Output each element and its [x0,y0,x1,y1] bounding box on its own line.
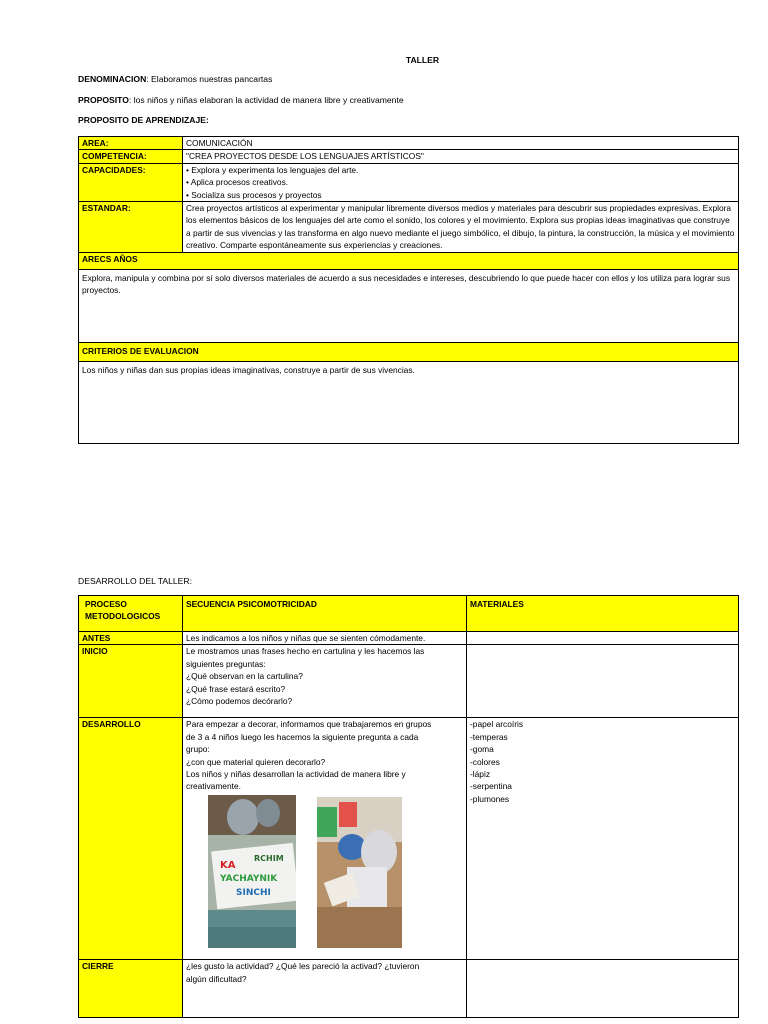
proposito-line [78,94,404,106]
area-label: AREA: [79,137,183,150]
proposito-label: PROPOSITO [78,95,129,105]
criterios-value: Los niños y niñas dan sus propias ideas imaginativas, construye a partir de sus vivencias. [79,361,739,443]
header-secuencia: SECUENCIA PSICOMOTRICIDAD [183,596,467,632]
desarrollo-line: grupo: [186,744,210,755]
inicio-value [183,645,467,718]
capacidad-item: • Aplica procesos creativos. [186,177,289,188]
inicio-line: Le mostramos unas frases hecho en cartulina y les hacemos las [186,646,425,657]
material-item: -temperas [470,731,508,742]
area-value: COMUNICACIÓN [183,137,739,150]
material-item: -colores [470,756,500,767]
inicio-line: ¿Qué frase estará escrito? [186,683,286,694]
criterios-label: CRITERIOS DE EVALUACION [79,342,739,361]
denominacion-value: : Elaboramos nuestras pancartas [146,74,273,84]
cierre-value [183,960,467,1018]
header-proceso: PROCESO METODOLOGICOS [79,596,183,632]
workshop-table [78,595,739,1018]
inicio-label: INICIO [79,645,183,718]
inicio-materiales [467,645,739,718]
denominacion-line [78,73,272,85]
learning-table [78,136,739,444]
inicio-line: ¿Cómo podemos decórarlo? [186,696,293,707]
antes-materiales [467,632,739,645]
inicio-line: ¿Qué observan en la cartulina? [186,671,303,682]
competencia-label: COMPETENCIA: [79,150,183,163]
material-item: -serpentina [470,781,512,792]
capacidad-item: • Socializa sus procesos y proyectos [186,189,322,200]
material-item: -goma [470,744,494,755]
antes-label: ANTES [79,632,183,645]
desarrollo-line: Los niños y niñas desarrollan la actividad de manera libre y [186,769,406,780]
proposito-value: : los niños y niñas elaboran la actividad de manera libre y creativamente [128,95,404,105]
desarrollo-title: DESARROLLO DEL TALLER: [78,576,192,586]
material-item: -papel arcoíris [470,719,524,730]
cierre-materiales [467,960,739,1018]
photo-children-drawing [317,797,402,948]
material-item: -plumones [470,793,510,804]
capacidades-list [183,163,739,201]
banner-text-1: KA [220,860,236,871]
banner-text-3: YACHAYNIK [220,874,278,884]
materiales-list [467,718,739,960]
material-item: -lápiz [470,769,491,780]
denominacion-label: DENOMINACION [78,74,147,84]
desarrollo-line: de 3 a 4 niños luego les hacemos la siguiente pregunta a cada [186,731,419,742]
banner-text-2: RCHIM [254,854,284,863]
antes-value: Les indicamos a los niños y niñas que se sienten cómodamente. [183,632,467,645]
desarrollo-line: Para empezar a decorar, informamos que trabajaremos en grupos [186,719,432,730]
estandar-value: Crea proyectos artísticos al experimentar y manipular libremente diversos medios y materiales para descubrir sus propiedades expresivas. Explora los elementos básicos de los lenguajes del arte como el sonido, los colores y el movimiento. Explora sus propias ideas imaginativas que construye a partir de sus vivencias y las transforma en algo nuevo mediante el juego simbólico, el dibujo, la pintura, la construcción, la música y el movimiento creativo. Comparte espontáneamente sus experiencias y creaciones. [183,202,739,253]
desarrollo-line: creativamente. [186,781,241,792]
doc-title: TALLER [405,55,440,65]
cierre-label: CIERRE [79,960,183,1018]
capacidad-item: • Explora y experimenta los lenguajes del arte. [186,164,359,175]
proposito-aprendizaje: PROPOSITO DE APRENDIZAJE: [78,115,209,125]
banner-text-4: SINCHI [236,888,271,898]
capacidades-label: CAPACIDADES: [79,163,183,201]
arecs-label: ARECS AÑOS [79,252,739,269]
header-materiales: MATERIALES [467,596,739,632]
desarrollo-label: DESARROLLO [79,718,183,960]
cierre-line: algún dificultad? [186,973,247,984]
cierre-line: ¿les gusto la actividad? ¿Qué les pareció la activad? ¿tuvieron [186,961,420,972]
estandar-label: ESTANDAR: [79,202,183,253]
inicio-line: siguientes preguntas: [186,658,266,669]
photo-children-banner [208,795,296,948]
arecs-value: Explora, manipula y combina por sí solo diversos materiales de acuerdo a sus necesidades e intereses, descubriendo lo que puede hacer con ellos y los utiliza para lograr sus proyectos. [79,269,739,342]
desarrollo-line: ¿con que material quieren decorarlo? [186,756,326,767]
competencia-value: "CREA PROYECTOS DESDE LOS LENGUAJES ARTÍSTICOS" [183,150,739,163]
